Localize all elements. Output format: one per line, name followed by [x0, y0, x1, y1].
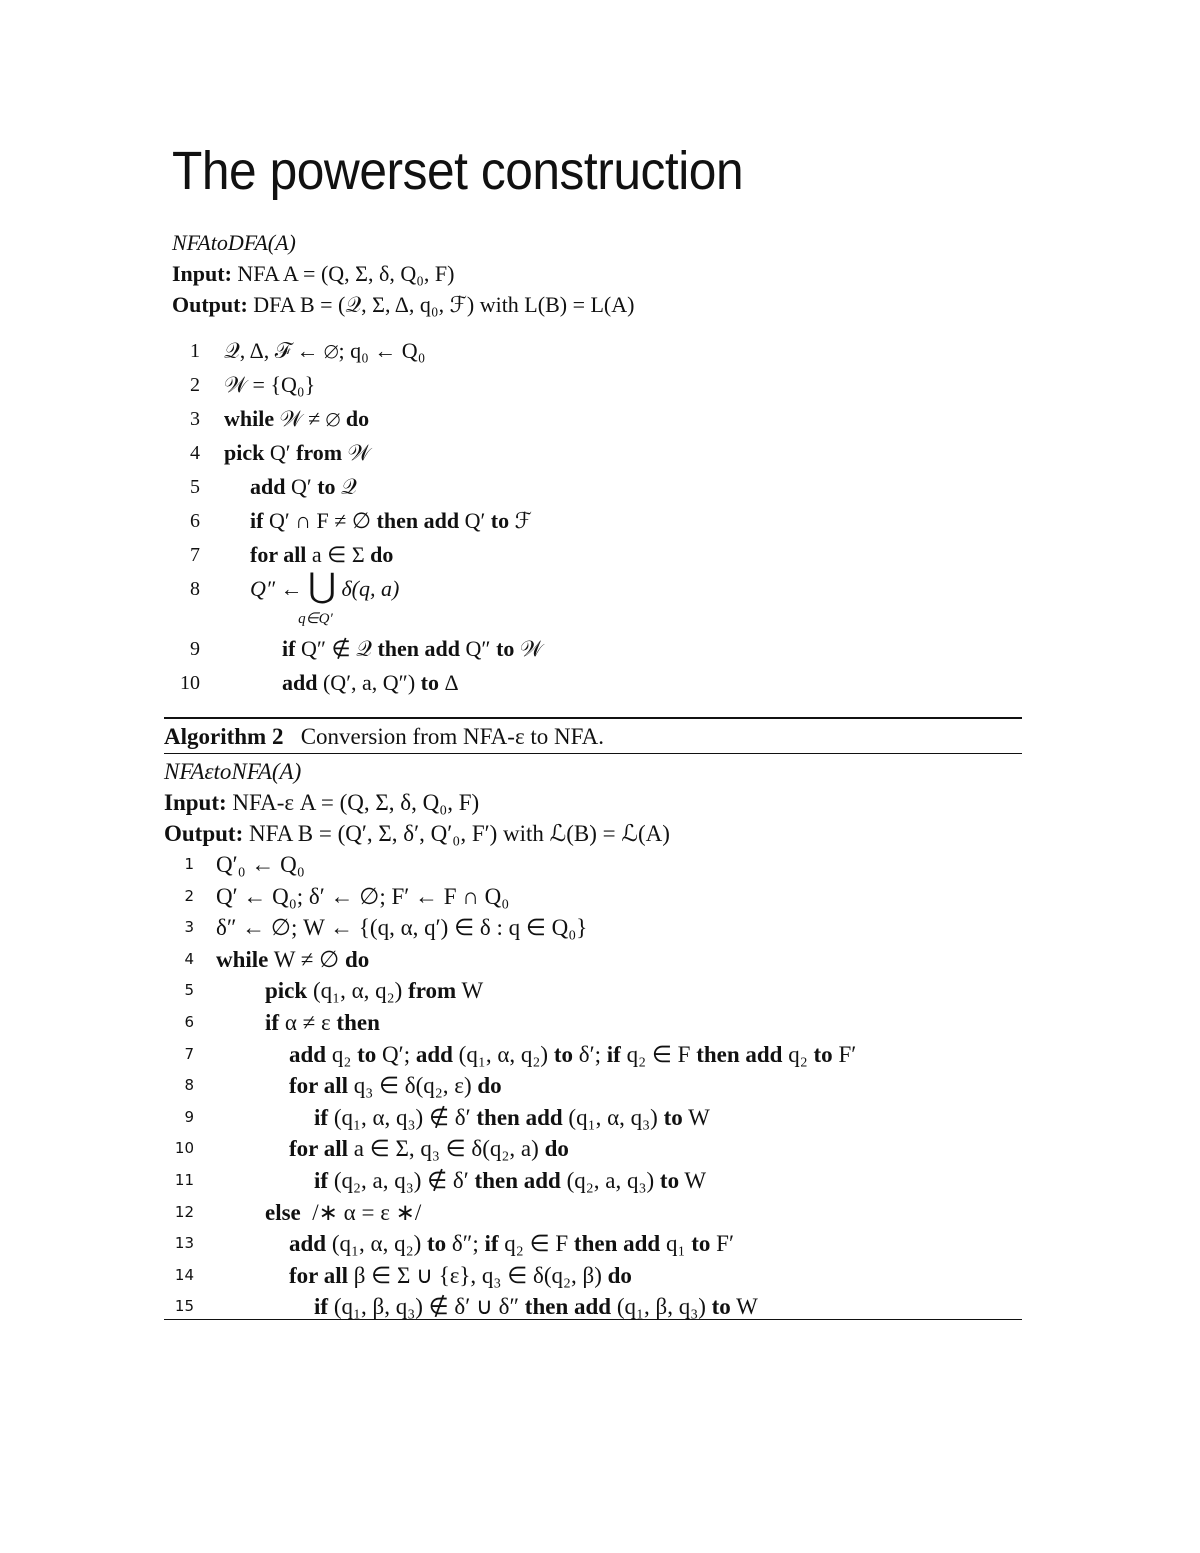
line-number: 7 — [190, 544, 200, 566]
keyword: if — [314, 1104, 329, 1130]
keyword: to — [357, 1041, 377, 1067]
line-number: 12 — [174, 1202, 194, 1221]
expression: 𝒲 ≠ ∅ — [274, 406, 346, 431]
expression: q₂ ∈ F — [498, 1231, 574, 1257]
keyword: if — [314, 1294, 329, 1320]
algorithm-lines — [172, 334, 634, 700]
output-text: DFA B = (𝒬, Σ, Δ, q₀, ℱ) with L(B) = L(A) — [253, 292, 635, 317]
line-code — [224, 436, 371, 470]
keyword: from — [296, 440, 343, 465]
expression: δ′; — [573, 1041, 607, 1067]
keyword: do — [477, 1073, 502, 1099]
caption-label: Algorithm 2 — [164, 724, 284, 749]
algorithm-line — [172, 402, 634, 436]
keyword: do — [607, 1262, 632, 1288]
line-number: 9 — [190, 638, 200, 660]
algorithm-line — [164, 1102, 1022, 1134]
algorithm-line — [172, 470, 634, 504]
line-code — [224, 368, 315, 402]
line-number: 14 — [174, 1265, 194, 1284]
expression: Δ — [438, 670, 459, 695]
line-code — [265, 1007, 380, 1039]
expression: Q′₀ ← Q₀ — [216, 852, 305, 877]
expression: β ∈ Σ ∪ {ε}, q₃ ∈ δ(q₂, β) — [347, 1262, 608, 1288]
keyword: to — [813, 1041, 833, 1067]
keyword: then add — [376, 508, 460, 533]
expression: δ″ ← ∅; W ← {(q, α, q′) ∈ δ : q ∈ Q₀} — [216, 915, 588, 941]
line-number: 15 — [174, 1297, 194, 1316]
expression: /∗ α = ε ∗/ — [300, 1199, 422, 1225]
algorithm-nfa-to-dfa — [172, 228, 634, 700]
expression: (q₁, α, q₂) — [452, 1041, 554, 1067]
line-number: 3 — [184, 918, 194, 937]
line-code — [289, 1039, 856, 1071]
keyword: then add — [573, 1231, 661, 1257]
expression: 𝒲 — [342, 440, 371, 465]
line-number: 13 — [174, 1234, 194, 1253]
expression: q₃ ∈ δ(q₂, ε) — [347, 1073, 478, 1099]
keyword: to — [711, 1294, 731, 1320]
expression: W — [682, 1104, 710, 1130]
algorithm-line — [172, 436, 634, 470]
expression: α ≠ ε — [279, 1009, 337, 1035]
algorithm-line — [172, 504, 634, 538]
line-number: 7 — [184, 1044, 194, 1063]
line-number: 11 — [174, 1170, 194, 1189]
line-number: 6 — [190, 510, 200, 532]
line-number: 6 — [184, 1012, 194, 1031]
keyword: if — [606, 1041, 621, 1067]
algorithm-nfae-to-nfa — [164, 720, 1022, 1323]
caption-rule — [164, 753, 1022, 754]
expression: (q₂, a, q₃) ∉ δ′ — [328, 1167, 475, 1193]
output-text: NFA B = (Q′, Σ, δ′, Q′₀, F′) with ℒ(B) = ℒ(A) — [249, 821, 670, 846]
expression: Q″ — [460, 636, 497, 661]
input-text: NFA-ε A = (Q, Σ, δ, Q₀, F) — [232, 790, 480, 815]
algorithm-line — [164, 1260, 1022, 1292]
input-label: Input: — [164, 790, 227, 815]
union-operator — [298, 568, 336, 627]
keyword: else — [265, 1199, 301, 1225]
algorithm-line — [172, 632, 634, 666]
line-code — [265, 975, 483, 1007]
expression: 𝒲 = {Q₀} — [224, 372, 316, 397]
algorithm-line — [172, 334, 634, 368]
expression: Q′ — [285, 474, 318, 499]
output-line — [172, 289, 634, 320]
line-number: 8 — [184, 1076, 194, 1095]
line-code — [250, 504, 532, 538]
line-code — [289, 1133, 569, 1165]
input-line — [172, 258, 634, 289]
line-code — [250, 470, 357, 504]
keyword: do — [345, 406, 370, 431]
keyword: to — [553, 1041, 573, 1067]
algorithm-line — [164, 1197, 1022, 1229]
keyword: to — [427, 1231, 447, 1257]
keyword: for all — [289, 1073, 348, 1099]
line-number: 1 — [190, 340, 200, 362]
keyword: if — [265, 1009, 280, 1035]
expression: (q₂, a, q₃) — [560, 1167, 660, 1193]
expression: (q₁, α, q₂) — [307, 978, 409, 1004]
expression: a ∈ Σ — [306, 542, 371, 567]
expression: F′ — [832, 1041, 857, 1067]
input-line — [164, 787, 1022, 818]
keyword: to — [317, 474, 336, 499]
algorithm-line — [164, 944, 1022, 976]
algorithm-line — [172, 568, 634, 632]
keyword: pick — [265, 978, 308, 1004]
keyword: then add — [474, 1167, 561, 1193]
line-number: 4 — [184, 949, 194, 968]
expression: (q₁, α, q₃) ∉ δ′ — [328, 1104, 477, 1130]
assignment-rhs: δ(q, a) — [341, 576, 400, 601]
expression: (q₁, β, q₃) — [611, 1294, 712, 1320]
line-number: 5 — [184, 981, 194, 1000]
keyword: if — [250, 508, 264, 533]
keyword: pick — [224, 440, 265, 465]
keyword: add — [282, 670, 318, 695]
algorithm-name: NFAtoDFA(A) — [172, 230, 296, 255]
line-number: 2 — [184, 886, 194, 905]
expression: ℱ — [509, 508, 532, 533]
expression: 𝒲 — [514, 636, 543, 661]
input-label: Input: — [172, 261, 232, 286]
caption-text: Conversion from NFA-ε to NFA. — [300, 724, 605, 749]
line-code — [224, 334, 425, 368]
keyword: for all — [289, 1262, 348, 1288]
expression: 𝒬, Δ, ℱ ← ∅; q₀ ← Q₀ — [224, 338, 426, 363]
line-number: 4 — [190, 442, 200, 464]
line-code — [289, 1228, 734, 1260]
keyword: from — [408, 978, 457, 1004]
line-code — [282, 632, 543, 666]
keyword: then add — [524, 1294, 612, 1320]
keyword: do — [344, 946, 370, 972]
expression: Q′; — [376, 1041, 416, 1067]
line-code — [224, 402, 369, 436]
algorithm-lines — [164, 849, 1022, 1323]
expression: 𝒬 — [335, 474, 357, 499]
algorithm-line — [172, 538, 634, 572]
algorithm-line — [164, 1165, 1022, 1197]
keyword: add — [415, 1041, 453, 1067]
keyword: to — [490, 508, 510, 533]
line-code — [216, 849, 305, 881]
keyword: if — [484, 1231, 499, 1257]
line-code — [216, 912, 587, 944]
expression: q₂ ∈ F — [620, 1041, 697, 1067]
expression: (q₁, β, q₃) ∉ δ′ ∪ δ″ — [328, 1294, 525, 1320]
keyword: then add — [377, 636, 461, 661]
keyword: then add — [476, 1104, 563, 1130]
expression: Q′ ∩ F ≠ ∅ — [263, 508, 377, 533]
line-code — [314, 1102, 710, 1134]
output-label: Output: — [172, 292, 248, 317]
expression: Q′ ← Q₀; δ′ ← ∅; F′ ← F ∩ Q₀ — [216, 883, 510, 909]
expression: W ≠ ∅ — [268, 946, 345, 972]
algorithm-line — [164, 881, 1022, 913]
line-number: 10 — [180, 672, 200, 694]
expression: F′ — [710, 1231, 734, 1257]
bottom-rule — [164, 1319, 1022, 1320]
line-number: 8 — [190, 578, 200, 600]
keyword: to — [663, 1104, 683, 1130]
keyword: do — [544, 1136, 569, 1162]
expression: (q₁, α, q₃) — [562, 1104, 664, 1130]
expression: a ∈ Σ, q₃ ∈ δ(q₂, a) — [347, 1136, 545, 1162]
keyword: to — [659, 1167, 680, 1193]
keyword: for all — [250, 542, 307, 567]
line-number: 1 — [184, 855, 194, 873]
keyword: while — [224, 406, 275, 431]
algorithm-line — [164, 975, 1022, 1007]
line-code — [216, 944, 369, 976]
expression: Q″ ∉ 𝒬 — [295, 636, 378, 661]
line-number: 9 — [184, 1107, 194, 1126]
keyword: add — [250, 474, 286, 499]
algorithm-line — [164, 1228, 1022, 1260]
expression: q₂ — [782, 1041, 814, 1067]
keyword: if — [314, 1167, 329, 1193]
expression: q₂ — [326, 1041, 358, 1067]
expression: δ″; — [446, 1231, 485, 1257]
algorithm-caption — [164, 720, 1022, 753]
line-code — [216, 881, 509, 913]
expression: (Q′, a, Q″) — [317, 670, 421, 695]
algorithm-name: NFAεtoNFA(A) — [164, 759, 302, 784]
line-code — [265, 1197, 421, 1229]
keyword: for all — [289, 1136, 348, 1162]
algorithm-line — [164, 1039, 1022, 1071]
algorithm-line — [172, 368, 634, 402]
algorithm-line — [164, 912, 1022, 944]
input-text: NFA A = (Q, Σ, δ, Q₀, F) — [237, 261, 455, 286]
expression: q₁ — [660, 1231, 692, 1257]
line-code — [289, 1070, 502, 1102]
keyword: do — [370, 542, 394, 567]
expression: W — [456, 978, 484, 1004]
expression: (q₁, α, q₂) — [326, 1231, 427, 1257]
expression: W — [730, 1294, 758, 1320]
algorithm-line — [164, 1133, 1022, 1165]
expression: W — [679, 1167, 707, 1193]
algorithm-line — [164, 849, 1022, 881]
union-symbol: ⋃ — [308, 568, 336, 605]
line-code — [289, 1260, 632, 1292]
expression: Q′ — [459, 508, 491, 533]
line-code — [250, 568, 400, 627]
keyword: add — [289, 1231, 327, 1257]
output-label: Output: — [164, 821, 244, 846]
keyword: then — [336, 1009, 380, 1035]
line-number: 10 — [174, 1139, 194, 1158]
page-title: The powerset construction — [172, 141, 744, 201]
union-subscript: q∈Q′ — [298, 611, 333, 627]
keyword: to — [691, 1231, 711, 1257]
line-code — [314, 1165, 706, 1197]
line-code — [282, 666, 459, 700]
keyword: while — [216, 946, 269, 972]
algorithm-line — [164, 1070, 1022, 1102]
expression: Q′ — [264, 440, 297, 465]
algorithm-line — [172, 666, 634, 700]
line-number: 3 — [190, 408, 200, 430]
keyword: then add — [696, 1041, 783, 1067]
keyword: if — [282, 636, 296, 661]
keyword: add — [289, 1041, 327, 1067]
line-number: 5 — [190, 476, 200, 498]
keyword: to — [420, 670, 439, 695]
output-line — [164, 818, 1022, 849]
algorithm-line — [164, 1007, 1022, 1039]
top-rule — [164, 717, 1022, 719]
keyword: to — [496, 636, 515, 661]
line-code — [250, 538, 393, 572]
line-number: 2 — [190, 374, 200, 396]
assignment-lhs: Q″ ← — [250, 576, 303, 601]
